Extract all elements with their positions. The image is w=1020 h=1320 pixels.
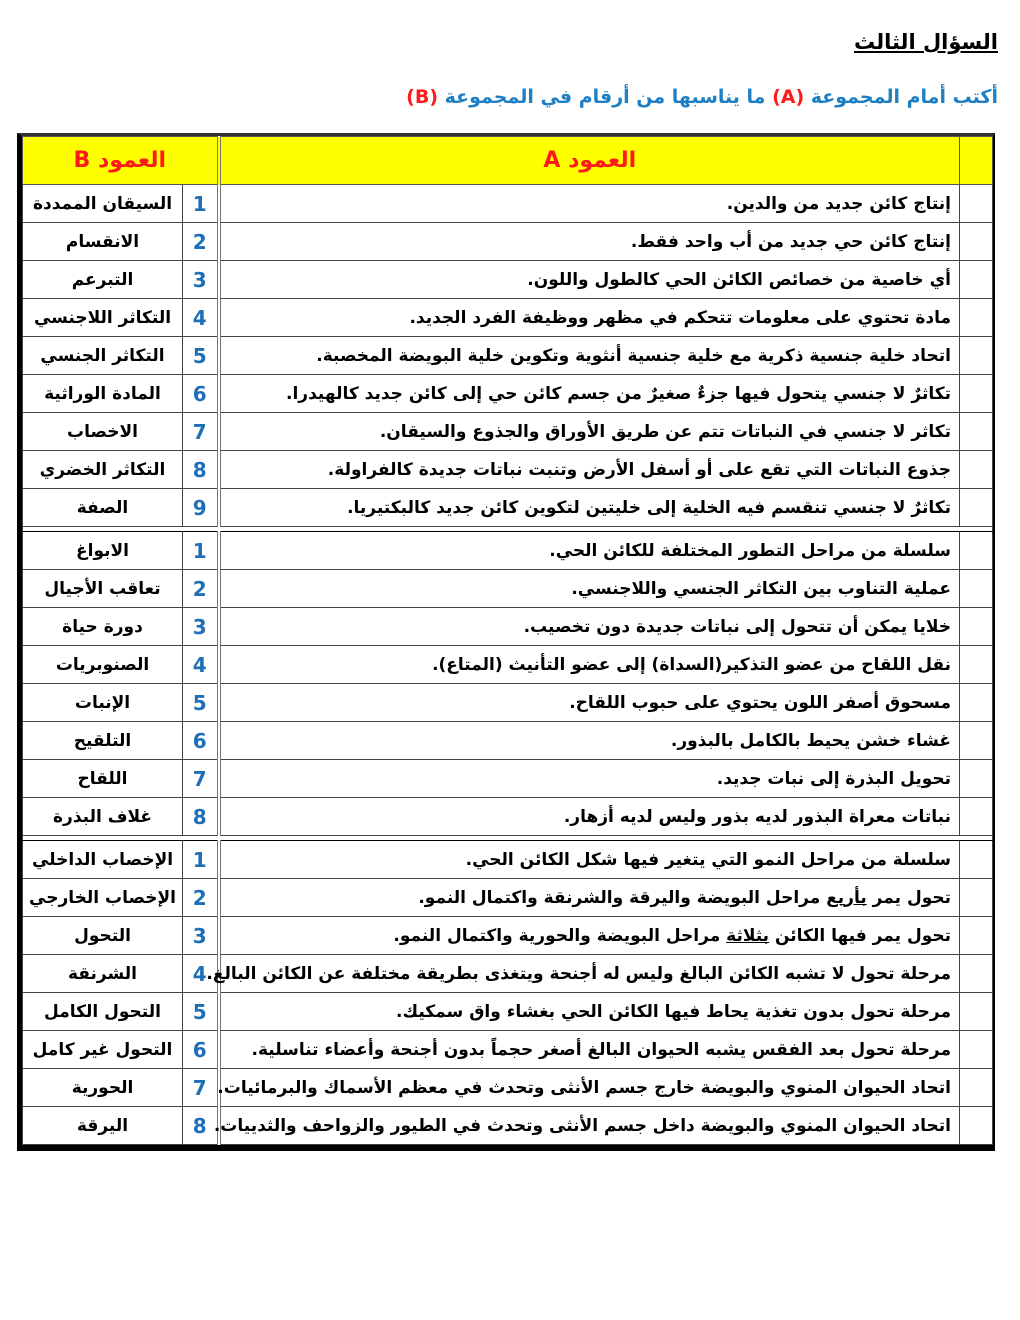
answer-cell[interactable] — [960, 993, 993, 1031]
column-b-number: 2 — [183, 570, 219, 608]
column-a-description — [206, 955, 960, 993]
column-b-number: 3 — [183, 261, 219, 299]
column-a-description — [219, 760, 960, 798]
column-a-description — [219, 798, 960, 836]
column-b-term: التحول — [23, 917, 183, 955]
column-b-number: 7 — [183, 760, 219, 798]
column-b-number: 3 — [183, 608, 219, 646]
table-row — [23, 532, 993, 570]
column-a-header: العمود A — [219, 137, 960, 185]
table-row — [23, 684, 993, 722]
column-b-number: 4 — [183, 299, 219, 337]
column-b-term: السيقان الممددة — [23, 185, 183, 223]
matching-table — [22, 136, 993, 1145]
desc-text: اتحاد الحيوان المنوي والبويضة خارج جسم الأنثى وتحدث في معظم الأسماك والبرمائيات. — [217, 1077, 951, 1098]
group-a-label: (A) — [772, 86, 805, 108]
answer-cell[interactable] — [960, 489, 993, 527]
answer-cell[interactable] — [960, 841, 993, 879]
column-b-term: الإخصاب الداخلي — [23, 841, 183, 879]
table-row — [23, 955, 993, 993]
answer-cell[interactable] — [960, 185, 993, 223]
instruction-text-1: أكتب أمام المجموعة — [804, 86, 998, 108]
column-a-description — [219, 261, 960, 299]
column-b-number: 1 — [183, 185, 219, 223]
table-row — [23, 1107, 993, 1145]
group-b-label: (B) — [406, 86, 438, 108]
column-a-description — [213, 1107, 960, 1145]
table-row — [23, 489, 993, 527]
answer-cell[interactable] — [960, 375, 993, 413]
column-b-term: اليرقة — [23, 1107, 183, 1145]
table-row — [23, 1069, 993, 1107]
column-b-header: العمود B — [23, 137, 219, 185]
column-a-description — [219, 917, 960, 955]
table-row — [23, 798, 993, 836]
desc-text: مادة تحتوي على معلومات تتحكم في مظهر ووظيفة الفرد الجديد. — [409, 307, 951, 328]
column-b-term: دورة حياة — [23, 608, 183, 646]
answer-cell[interactable] — [960, 879, 993, 917]
column-b-number: 8 — [183, 451, 219, 489]
column-b-number: 8 — [183, 1107, 219, 1145]
column-a-description — [219, 684, 960, 722]
desc-text: مرحلة تحول بعد الفقس يشبه الحيوان البالغ أصغر حجماً بدون أجنحة وأعضاء تناسلية. — [251, 1039, 951, 1060]
column-b-term: الإنبات — [23, 684, 183, 722]
matching-table-frame — [17, 133, 995, 1151]
table-row — [23, 993, 993, 1031]
desc-underlined: بأربع — [826, 887, 867, 908]
column-b-number: 7 — [183, 413, 219, 451]
column-b-number: 2 — [183, 223, 219, 261]
column-b-number: 4 — [183, 646, 219, 684]
desc-text: مرحلة تحول بدون تغذية يحاط فيها الكائن الحي بغشاء واق سمكيك. — [396, 1001, 951, 1022]
column-a-description — [219, 532, 960, 570]
desc-text: نباتات معراة البذور لديه بذور وليس لديه أزهار. — [563, 806, 951, 827]
table-row — [23, 760, 993, 798]
desc-text: اتحاد خلية جنسية ذكرية مع خلية جنسية أنثوية وتكوين خلية البويضة المخصبة. — [316, 345, 951, 366]
desc-text: مسحوق أصفر اللون يحتوي على حبوب اللقاح. — [569, 692, 951, 713]
column-a-description — [219, 375, 960, 413]
column-b-term: الابواغ — [23, 532, 183, 570]
column-b-term: التكاثر اللاجنسي — [23, 299, 183, 337]
answer-cell[interactable] — [960, 798, 993, 836]
desc-text: إنتاج كائن حي جديد من أب واحد فقط. — [630, 231, 951, 252]
column-a-description — [219, 722, 960, 760]
column-b-term: التكاثر الخضري — [23, 451, 183, 489]
column-a-description — [219, 489, 960, 527]
column-b-number: 3 — [183, 917, 219, 955]
column-b-term: المادة الوراثية — [23, 375, 183, 413]
instruction — [406, 86, 998, 108]
table-row — [23, 570, 993, 608]
desc-part: مراحل البويضة واليرقة والشرنقة واكتمال النمو. — [418, 887, 827, 908]
answer-cell[interactable] — [960, 917, 993, 955]
column-b-number: 4 — [183, 955, 219, 993]
column-a-description — [219, 841, 960, 879]
column-b-term: التحول غير كامل — [23, 1031, 183, 1069]
desc-text: غشاء خشن يحيط بالكامل بالبذور. — [670, 730, 951, 751]
column-b-number: 5 — [183, 684, 219, 722]
table-row — [23, 722, 993, 760]
answer-cell[interactable] — [960, 722, 993, 760]
column-b-number: 6 — [183, 1031, 219, 1069]
column-a-description — [219, 608, 960, 646]
table-row — [23, 223, 993, 261]
desc-part: تحول يمر فيها الكائن — [769, 925, 951, 946]
column-a-description — [219, 570, 960, 608]
column-b-term: الإخصاب الخارجي — [23, 879, 183, 917]
answer-cell[interactable] — [960, 646, 993, 684]
answer-cell[interactable] — [960, 760, 993, 798]
answer-cell[interactable] — [960, 570, 993, 608]
desc-text: اتحاد الحيوان المنوي والبويضة داخل جسم الأنثى وتحدث في الطيور والزواحف والثدييات. — [213, 1115, 951, 1136]
column-b-term: الاخصاب — [23, 413, 183, 451]
table-row — [23, 299, 993, 337]
column-b-term: الصنوبريات — [23, 646, 183, 684]
column-b-term: الصفة — [23, 489, 183, 527]
desc-text: عملية التناوب بين التكاثر الجنسي واللاجنسي. — [571, 578, 951, 599]
column-a-description — [219, 646, 960, 684]
column-b-number: 1 — [183, 532, 219, 570]
desc-text: تكاثر لا جنسي في النباتات تتم عن طريق الأوراق والجذوع والسيقان. — [379, 421, 951, 442]
column-a-description — [219, 451, 960, 489]
desc-text: تكاثرٌ لا جنسي تنقسم فيه الخلية إلى خليتين لتكوين كائن جديد كالبكتيريا. — [347, 497, 951, 518]
column-b-term: التكاثر الجنسي — [23, 337, 183, 375]
desc-part: مراحل البويضة والحورية واكتمال النمو. — [393, 925, 727, 946]
desc-text: خلايا يمكن أن تتحول إلى نباتات جديدة دون تخصيب. — [523, 616, 951, 637]
column-b-number: 1 — [183, 841, 219, 879]
desc-text: جذوع النباتات التي تقع على أو أسفل الأرض وتنبت نباتات جديدة كالفراولة. — [327, 459, 951, 480]
column-b-term: الانقسام — [23, 223, 183, 261]
column-a-description — [219, 413, 960, 451]
instruction-text-2: ما يناسبها من أرقام في المجموعة — [438, 86, 773, 108]
answer-cell[interactable] — [960, 1031, 993, 1069]
desc-text: سلسلة من مراحل النمو التي يتغير فيها شكل الكائن الحي. — [465, 849, 951, 870]
answer-cell[interactable] — [960, 1069, 993, 1107]
desc-text: نقل اللقاح من عضو التذكير(السداة) إلى عضو التأنيث (المتاع). — [432, 654, 951, 675]
answer-cell[interactable] — [960, 413, 993, 451]
answer-cell[interactable] — [960, 608, 993, 646]
column-a-description — [219, 1069, 960, 1107]
column-b-term: التلقيح — [23, 722, 183, 760]
desc-underlined: بثلاثة — [726, 925, 770, 946]
table-row — [23, 337, 993, 375]
column-a-description — [219, 299, 960, 337]
column-a-description — [219, 993, 960, 1031]
column-a-description — [219, 1031, 960, 1069]
desc-text: تحويل البذرة إلى نبات جديد. — [716, 768, 951, 789]
answer-cell[interactable] — [960, 532, 993, 570]
desc-text: سلسلة من مراحل التطور المختلفة للكائن الحي. — [549, 540, 951, 561]
column-b-number: 7 — [183, 1069, 219, 1107]
answer-cell[interactable] — [960, 261, 993, 299]
column-b-term: تعاقب الأجيال — [23, 570, 183, 608]
column-b-number: 9 — [183, 489, 219, 527]
table-row — [23, 451, 993, 489]
column-b-number: 8 — [183, 798, 219, 836]
answer-cell[interactable] — [960, 451, 993, 489]
table-row — [23, 646, 993, 684]
table-row — [23, 413, 993, 451]
answer-cell[interactable] — [960, 337, 993, 375]
desc-text: مرحلة تحول لا تشبه الكائن البالغ وليس له أجنحة ويتغذى بطريقة مختلفة عن الكائن البالغ. — [206, 963, 951, 984]
desc-text: إنتاج كائن جديد من والدين. — [726, 193, 951, 214]
column-b-number: 6 — [183, 722, 219, 760]
table-row — [23, 185, 993, 223]
question-title: السؤال الثالث — [853, 30, 998, 54]
column-a-description — [219, 337, 960, 375]
column-b-number: 2 — [183, 879, 219, 917]
table-row — [23, 375, 993, 413]
desc-text: أي خاصية من خصائص الكائن الحي كالطول واللون. — [527, 269, 951, 290]
answer-cell[interactable] — [960, 955, 993, 993]
table-row — [23, 917, 993, 955]
answer-cell[interactable] — [960, 1107, 993, 1145]
table-row — [23, 879, 993, 917]
header-empty-cell — [960, 137, 993, 185]
column-a-description — [219, 879, 960, 917]
table-row — [23, 608, 993, 646]
table-row — [23, 261, 993, 299]
column-b-number: 6 — [183, 375, 219, 413]
table-row — [23, 841, 993, 879]
desc-text: تكاثرٌ لا جنسي يتحول فيها جزءٌ صغيرٌ من جسم كائن حي إلى كائن جديد كالهيدرا. — [286, 383, 951, 404]
desc-part: تحول يمر — [866, 887, 951, 908]
column-b-term: الشرنقة — [23, 955, 183, 993]
column-b-number: 5 — [183, 337, 219, 375]
column-a-description — [219, 185, 960, 223]
table-row — [23, 1031, 993, 1069]
column-b-term: غلاف البذرة — [23, 798, 183, 836]
column-b-term: التحول الكامل — [23, 993, 183, 1031]
answer-cell[interactable] — [960, 299, 993, 337]
column-a-description — [219, 223, 960, 261]
column-b-term: التبرعم — [23, 261, 183, 299]
table-header-row — [23, 137, 993, 185]
column-b-number: 5 — [183, 993, 219, 1031]
answer-cell[interactable] — [960, 684, 993, 722]
column-b-term: اللقاح — [23, 760, 183, 798]
column-b-term: الحورية — [23, 1069, 183, 1107]
answer-cell[interactable] — [960, 223, 993, 261]
